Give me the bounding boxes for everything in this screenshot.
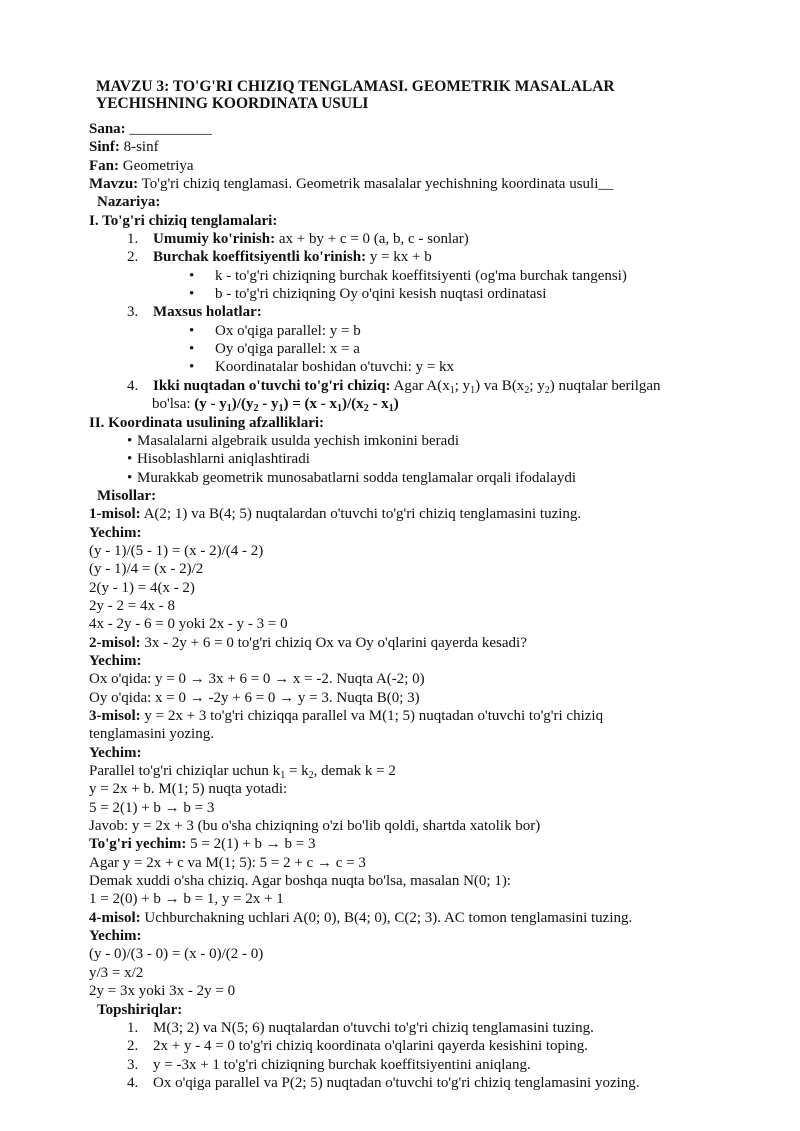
solution-step: 4x - 2y - 6 = 0 yoki 2x - y - 3 = 0: [89, 616, 288, 633]
example-3: [89, 707, 729, 725]
solution-heading: Yechim:: [89, 652, 142, 669]
title-line-2: YECHISHNING KOORDINATA USULI: [96, 95, 369, 112]
sub-bullet: [89, 267, 729, 285]
formula-part: (y - y: [194, 396, 227, 413]
formula-part: ) = (x - x: [283, 396, 338, 413]
task-number: 4.: [127, 1074, 139, 1091]
theory-item-4-formula: [89, 395, 729, 413]
task-number: 1.: [127, 1019, 139, 1036]
section-2-heading: II. Koordinata usulining afzalliklari:: [89, 414, 325, 431]
solution-step: Ox o'qida: y = 0 → 3x + 6 = 0 → x = -2. Nuqta A(-2; 0): [89, 671, 425, 688]
bullet-icon: •: [127, 469, 133, 486]
bullet-text: b - to'g'ri chiziqning Oy o'qini kesish nuqtasi ordinatasi: [215, 286, 547, 303]
bullet-icon: •: [189, 322, 195, 339]
formula-part: ): [393, 396, 399, 413]
sinf-line: [89, 138, 729, 156]
bullet-icon: •: [189, 341, 195, 358]
solution-step: 5 = 2(1) + b → b = 3: [89, 799, 215, 816]
item-label: Maxsus holatlar:: [153, 304, 262, 321]
bullet-icon: •: [189, 267, 195, 284]
two-point-formula: [194, 396, 399, 415]
topshiriqlar-heading: Topshiriqlar:: [97, 1001, 183, 1018]
task-text: M(3; 2) va N(5; 6) nuqtalardan o'tuvchi to'g'ri chiziq tenglamasini tuzing.: [153, 1019, 594, 1036]
advantage-bullet: [89, 450, 729, 468]
nazariya-heading: Nazariya:: [97, 194, 161, 211]
step-text: Parallel to'g'ri chiziqlar uchun k: [89, 763, 281, 780]
theory-item-3: [89, 303, 729, 321]
sinf-value: 8-sinf: [119, 139, 159, 156]
task-text: 2x + y - 4 = 0 to'g'ri chiziq koordinata o'qlarini qayerda kesishini toping.: [153, 1038, 588, 1055]
example-label: 3-misol:: [89, 708, 141, 724]
formula-part: - x: [368, 396, 389, 413]
bullet-text: Ox o'qiga parallel: y = b: [215, 322, 361, 339]
sub-bullet: [89, 358, 729, 376]
mavzu-label: Mavzu:: [89, 176, 139, 193]
task-text: y = -3x + 1 to'g'ri chiziqning burchak koeffitsiyentini aniqlang.: [153, 1056, 531, 1073]
subscript: 1: [280, 770, 286, 782]
advantage-bullet: [89, 432, 729, 450]
correct-solution-label: To'g'ri yechim:: [89, 836, 187, 853]
sub-bullet: [89, 322, 729, 340]
bullet-text: Murakkab geometrik munosabatlarni sodda tenglamalar orqali ifodalaydi: [137, 469, 577, 486]
example-text-continued: tenglamasini yozing.: [89, 726, 214, 743]
solution-step: (y - 1)/(5 - 1) = (x - 2)/(4 - 2): [89, 542, 264, 559]
item-number: 1.: [127, 231, 139, 248]
sinf-label: Sinf:: [89, 139, 120, 156]
task-item: [89, 1056, 729, 1074]
solution-step: Demak xuddi o'sha chiziq. Agar boshqa nuqta bo'lsa, masalan N(0; 1):: [89, 873, 511, 890]
subscript: 1: [470, 384, 476, 396]
subscript: 2: [544, 384, 550, 396]
solution-step: (y - 1)/4 = (x - 2)/2: [89, 561, 204, 578]
correct-solution-line: [89, 835, 729, 853]
item-text: y = kx + b: [366, 249, 432, 266]
subscript: 2: [363, 403, 369, 415]
solution-step: 2y - 2 = 4x - 8: [89, 597, 175, 614]
bullet-text: k - to'g'ri chiziqning burchak koeffitsiyenti (og'ma burchak tangensi): [215, 267, 627, 284]
item-number: 4.: [127, 377, 139, 394]
item-label: Ikki nuqtadan o'tuvchi to'g'ri chiziq:: [153, 377, 391, 394]
example-label: 1-misol:: [89, 506, 141, 523]
misollar-heading: Misollar:: [97, 487, 157, 504]
formula-part: - y: [258, 396, 279, 413]
example-1: [89, 505, 729, 523]
example-2: [89, 634, 729, 652]
solution-step: (y - 0)/(3 - 0) = (x - 0)/(2 - 0): [89, 946, 264, 963]
item-text: ax + by + c = 0 (a, b, c - sonlar): [275, 231, 469, 248]
theory-item-2: [89, 248, 729, 266]
item-label: Burchak koeffitsiyentli ko'rinish:: [153, 249, 367, 266]
item-label: Umumiy ko'rinish:: [153, 231, 276, 248]
sana-value: ___________: [125, 121, 212, 137]
example-4: [89, 909, 729, 927]
formula-part: )/(y: [231, 396, 254, 413]
document-body: [89, 120, 729, 1092]
sub-bullet: [89, 340, 729, 358]
sana-line: [89, 120, 729, 138]
solution-heading: Yechim:: [89, 524, 142, 541]
formula-part: )/(x: [342, 396, 364, 413]
theory-item-4: [89, 377, 729, 395]
solution-step: y/3 = x/2: [89, 964, 144, 981]
item-text: bo'lsa:: [152, 396, 195, 413]
document-title: [96, 78, 716, 112]
solution-step: 1 = 2(0) + b → b = 1, y = 2x + 1: [89, 891, 284, 908]
task-number: 3.: [127, 1056, 139, 1073]
bullet-text: Masalalarni algebraik usulda yechish imkonini beradi: [137, 432, 459, 449]
item-text: ; y: [529, 377, 545, 394]
item-number: 3.: [127, 304, 139, 321]
bullet-text: Hisoblashlarni aniqlashtiradi: [137, 451, 310, 468]
step-text: 5 = 2(1) + b → b = 3: [186, 836, 316, 853]
theory-item-1: [89, 230, 729, 248]
solution-step: 2y = 3x yoki 3x - 2y = 0: [89, 983, 236, 1000]
mavzu-value: To'g'ri chiziq tenglamasi. Geometrik masalalar yechishning koordinata usuli__: [138, 176, 614, 193]
item-text: ) va B(x: [475, 377, 525, 394]
task-item: [89, 1074, 729, 1092]
fan-label: Fan:: [89, 157, 119, 174]
advantage-bullet: [89, 469, 729, 487]
example-text: 3x - 2y + 6 = 0 to'g'ri chiziq Ox va Oy o'qlarini qayerda kesadi?: [140, 634, 527, 651]
title-line-1: MAVZU 3: TO'G'RI CHIZIQ TENGLAMASI. GEOMETRIK MASALALAR: [96, 78, 615, 95]
bullet-icon: •: [189, 359, 195, 376]
bullet-icon: •: [127, 432, 133, 449]
subscript: 2: [253, 403, 259, 415]
task-item: [89, 1019, 729, 1037]
item-text: Agar A(x: [390, 377, 450, 394]
sana-label: Sana:: [89, 121, 126, 137]
task-item: [89, 1037, 729, 1055]
example-label: 4-misol:: [89, 909, 141, 926]
step-text: = k: [285, 763, 309, 780]
solution-heading: Yechim:: [89, 744, 142, 761]
bullet-text: Oy o'qiga parallel: x = a: [215, 341, 360, 358]
bullet-icon: •: [189, 286, 195, 303]
task-text: Ox o'qiga parallel va P(2; 5) nuqtadan o'tuvchi to'g'ri chiziq tenglamasini yozing.: [153, 1074, 640, 1091]
sub-bullet: [89, 285, 729, 303]
example-text: A(2; 1) va B(4; 5) nuqtalardan o'tuvchi to'g'ri chiziq tenglamasini tuzing.: [140, 506, 582, 523]
subscript: 1: [449, 384, 455, 396]
solution-heading: Yechim:: [89, 928, 142, 945]
example-text: y = 2x + 3 to'g'ri chiziqqa parallel va M(1; 5) nuqtadan o'tuvchi to'g'ri chiziq: [140, 708, 604, 724]
item-text: ; y: [454, 377, 471, 394]
solution-step: Javob: y = 2x + 3 (bu o'sha chiziqning o'zi bo'lib qoldi, shartda xatolik bor): [89, 818, 541, 835]
bullet-icon: •: [127, 451, 133, 468]
solution-step: Oy o'qida: x = 0 → -2y + 6 = 0 → y = 3. Nuqta B(0; 3): [89, 689, 420, 706]
fan-value: Geometriya: [119, 157, 194, 174]
solution-step: y = 2x + b. M(1; 5) nuqta yotadi:: [89, 781, 288, 798]
subscript: 1: [337, 403, 343, 415]
section-1-heading: I. To'g'ri chiziq tenglamalari:: [89, 212, 278, 229]
solution-step: 2(y - 1) = 4(x - 2): [89, 579, 195, 596]
step-text: , demak k = 2: [313, 763, 396, 780]
subscript: 1: [388, 403, 394, 415]
subscript: 1: [278, 403, 284, 415]
item-text: ) nuqtalar berilgan: [549, 377, 661, 394]
bullet-text: Koordinatalar boshidan o'tuvchi: y = kx: [215, 359, 455, 376]
fan-line: [89, 157, 729, 175]
mavzu-line: [89, 175, 729, 193]
example-label: 2-misol:: [89, 634, 141, 651]
task-number: 2.: [127, 1038, 139, 1055]
subscript: 2: [308, 770, 314, 782]
solution-step: Agar y = 2x + c va M(1; 5): 5 = 2 + c → c = 3: [89, 854, 366, 871]
subscript: 2: [524, 384, 530, 396]
example-text: Uchburchakning uchlari A(0; 0), B(4; 0), C(2; 3). AC tomon tenglamasini tuzing.: [140, 909, 633, 926]
subscript: 1: [226, 403, 232, 415]
solution-step: [89, 762, 729, 780]
item-number: 2.: [127, 249, 139, 266]
